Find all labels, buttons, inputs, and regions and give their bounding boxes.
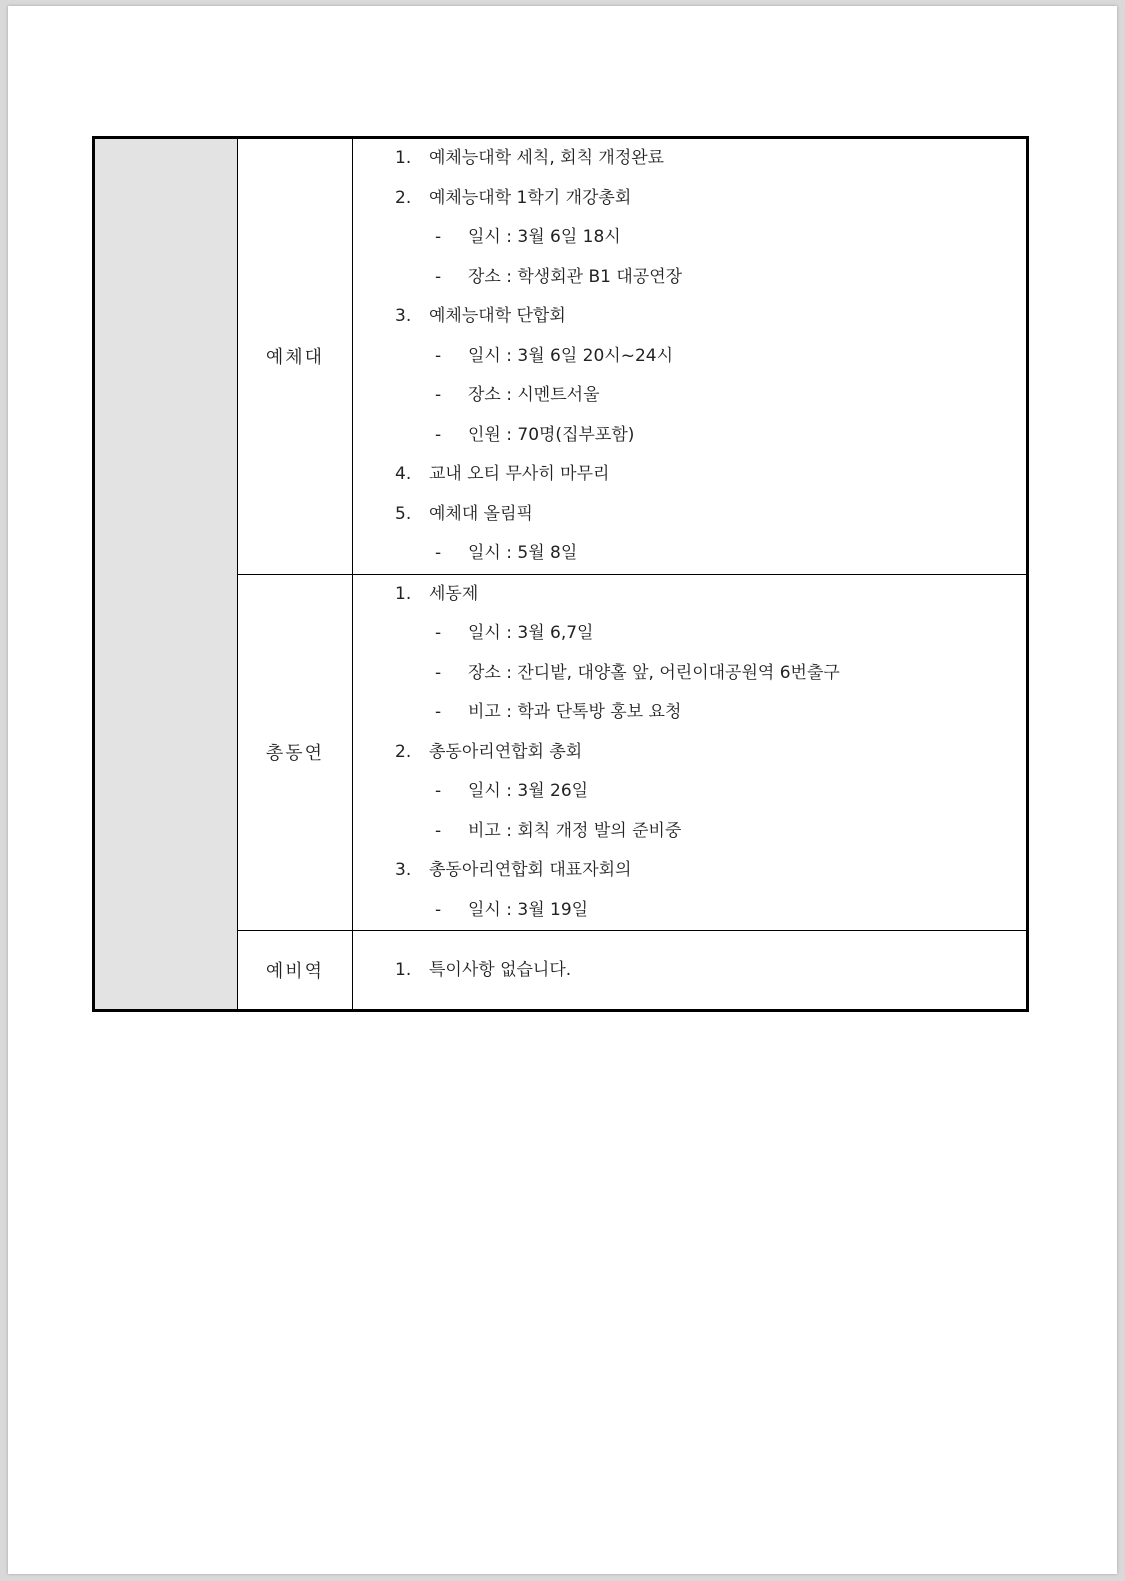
sub-item	[353, 693, 1026, 733]
numbered-item	[353, 495, 1026, 535]
item-text: 교내 오티 무사히 마무리	[429, 464, 610, 484]
item-text: 비고 : 회칙 개정 발의 준비중	[468, 820, 682, 841]
item-number: 1.	[395, 148, 412, 168]
item-number: 1.	[395, 960, 412, 980]
item-number: 3.	[395, 860, 412, 880]
sub-item	[353, 654, 1026, 694]
section-row	[94, 138, 1028, 575]
item-text: 예체대 올림픽	[429, 503, 533, 524]
item-text: 일시 : 3월 6일 18시	[468, 227, 621, 247]
dash-bullet: -	[435, 345, 442, 366]
dash-bullet: -	[435, 227, 442, 247]
numbered-item	[353, 455, 1026, 495]
section-name: 예체대	[238, 138, 353, 575]
numbered-item	[353, 179, 1026, 219]
item-text: 예체능대학 단합회	[429, 306, 566, 326]
sub-item	[353, 416, 1026, 456]
item-number: 4.	[395, 464, 412, 484]
item-text: 일시 : 3월 6일 20시~24시	[468, 345, 674, 366]
gray-category-cell	[94, 138, 238, 1011]
section-name: 총동연	[238, 574, 353, 931]
sub-item	[353, 614, 1026, 654]
sub-item	[353, 376, 1026, 416]
sub-item	[353, 812, 1026, 852]
numbered-item	[353, 733, 1026, 773]
sub-item	[353, 337, 1026, 377]
item-number: 3.	[395, 306, 412, 326]
document-page	[8, 6, 1117, 1574]
item-text: 장소 : 잔디밭, 대양홀 앞, 어린이대공원역 6번출구	[468, 662, 840, 683]
numbered-item	[353, 931, 1026, 1009]
section-items-cell	[353, 931, 1028, 1011]
item-number: 2.	[395, 741, 412, 762]
report-table	[92, 136, 1029, 1012]
dash-bullet: -	[435, 899, 442, 920]
section-items-cell	[353, 574, 1028, 931]
item-text: 예체능대학 1학기 개강총회	[429, 187, 632, 208]
numbered-item	[353, 297, 1026, 337]
item-text: 비고 : 학과 단톡방 홍보 요청	[468, 702, 682, 722]
numbered-item	[353, 575, 1026, 615]
item-number: 1.	[395, 583, 412, 604]
item-list	[353, 139, 1026, 574]
item-text: 예체능대학 세칙, 회칙 개정완료	[429, 148, 665, 168]
item-text: 세동제	[429, 583, 479, 604]
item-text: 일시 : 3월 6,7일	[468, 623, 594, 643]
item-text: 일시 : 5월 8일	[468, 543, 578, 563]
dash-bullet: -	[435, 662, 442, 683]
sub-item	[353, 534, 1026, 574]
numbered-item	[353, 139, 1026, 179]
item-text: 일시 : 3월 19일	[468, 899, 589, 920]
item-text: 총동아리연합회 총회	[429, 741, 583, 762]
item-list	[353, 931, 1026, 1009]
dash-bullet: -	[435, 781, 442, 801]
sub-item	[353, 891, 1026, 931]
item-text: 인원 : 70명(집부포함)	[468, 424, 635, 445]
dash-bullet: -	[435, 820, 442, 841]
dash-bullet: -	[435, 623, 442, 643]
item-text: 총동아리연합회 대표자회의	[429, 860, 632, 880]
section-items-cell	[353, 138, 1028, 575]
dash-bullet: -	[435, 702, 442, 722]
dash-bullet: -	[435, 266, 442, 287]
item-text: 장소 : 시멘트서울	[468, 385, 600, 405]
report-table-body	[94, 138, 1028, 1011]
section-name: 예비역	[238, 931, 353, 1011]
numbered-item	[353, 851, 1026, 891]
sub-item	[353, 258, 1026, 298]
item-text: 특이사항 없습니다.	[429, 960, 572, 980]
sub-item	[353, 218, 1026, 258]
sub-item	[353, 772, 1026, 812]
item-number: 2.	[395, 187, 412, 208]
item-number: 5.	[395, 503, 412, 524]
item-text: 장소 : 학생회관 B1 대공연장	[468, 266, 683, 287]
dash-bullet: -	[435, 385, 442, 405]
dash-bullet: -	[435, 543, 442, 563]
dash-bullet: -	[435, 424, 442, 445]
item-list	[353, 575, 1026, 931]
item-text: 일시 : 3월 26일	[468, 781, 589, 801]
